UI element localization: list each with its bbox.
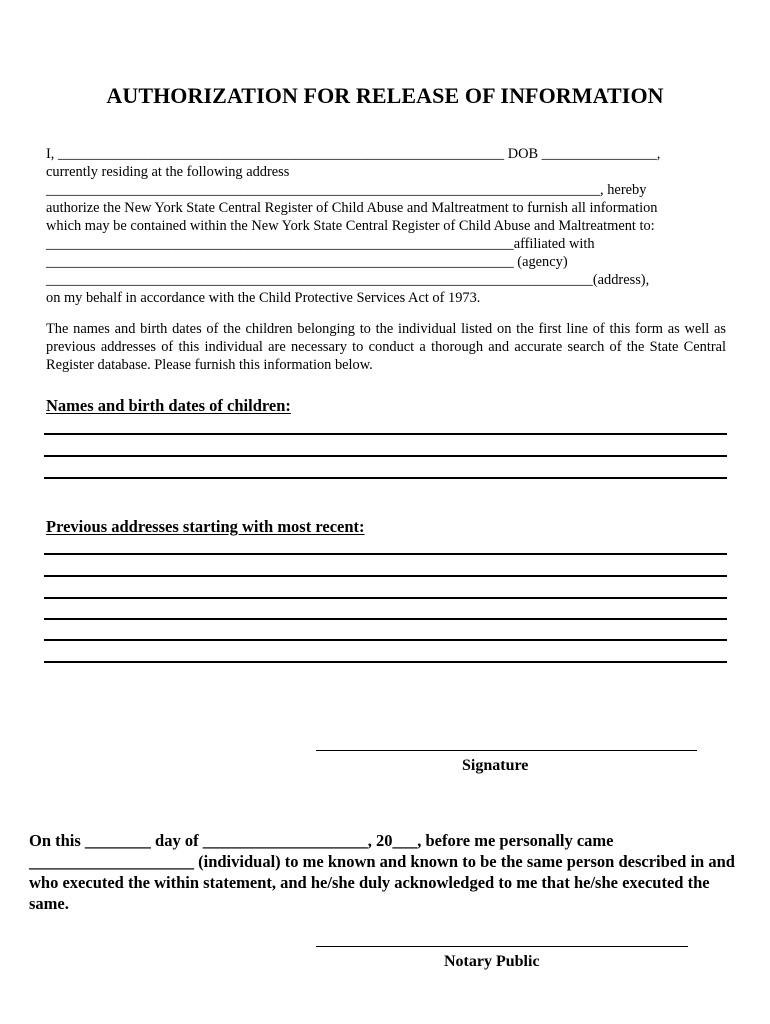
form-title: AUTHORIZATION FOR RELEASE OF INFORMATION xyxy=(106,83,664,108)
children-line xyxy=(44,477,727,479)
authorize-text: authorize the New York State Central Register of Child Abuse and Maltreatment to furnish all information xyxy=(46,200,658,216)
address-history-line xyxy=(44,618,727,620)
addresses-section-heading: Previous addresses starting with most recent: xyxy=(46,517,365,536)
signature-label: Signature xyxy=(462,757,529,774)
notary-statement: On this ________ day of ____________________, 20___, before me personally came ____________________ (individual) to me known and known to be the same person described in and who executed the within statement, and he/she duly acknowledged to me that he/she executed the same. xyxy=(29,831,735,913)
name-dob-line: I, ______________________________________________________________ DOB ________________, xyxy=(46,146,661,162)
address-history-line xyxy=(44,639,727,641)
affiliated-with-line: _________________________________________________________________affiliated with xyxy=(46,236,595,252)
agency-line: _________________________________________________________________ (agency) xyxy=(46,254,568,270)
address-history-line xyxy=(44,575,727,577)
address-history-line xyxy=(44,661,727,663)
children-line xyxy=(44,455,727,457)
notary-public-label: Notary Public xyxy=(444,953,540,970)
children-section-heading: Names and birth dates of children: xyxy=(46,396,291,415)
address-line: ____________________________________________________________________________(address), xyxy=(46,272,650,288)
behalf-text: on my behalf in accordance with the Child Protective Services Act of 1973. xyxy=(46,290,481,306)
children-line xyxy=(44,433,727,435)
address-history-line xyxy=(44,597,727,599)
contained-within-text: which may be contained within the New York State Central Register of Child Abuse and Maltreatment to: xyxy=(46,218,655,234)
notary-signature-line xyxy=(316,946,688,947)
instructions-paragraph: The names and birth dates of the children belonging to the individual listed on the first line of this form as well as previous addresses of this individual are necessary to conduct a thorough and accurate search of the State Central Register database. Please furnish this information below. xyxy=(46,321,726,373)
residence-label: currently residing at the following address xyxy=(46,164,290,180)
address-hereby-line: _____________________________________________________________________________, hereby xyxy=(46,182,647,198)
signature-line xyxy=(316,750,697,751)
address-history-line xyxy=(44,553,727,555)
